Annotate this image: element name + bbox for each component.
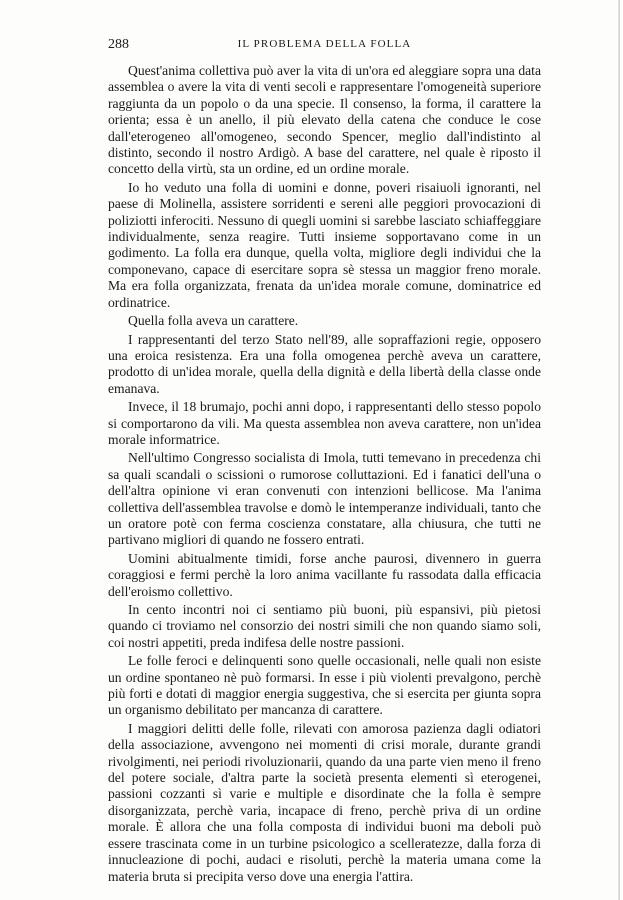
scan-edge bbox=[618, 0, 620, 900]
paragraph: Io ho veduto una folla di uomini e donne, poveri risaiuoli ignoranti, nel paese di Molinella, assistere sorridenti e sereni alle peggiori provocazioni di poliziotti inferociti. Nessuno di quegli uomini si sarebbe lasciato schiaffeggiare individualmente, senza reagire. Tutti insieme sopportavano come in un godimento. La folla era dunque, quella volta, migliore degli individui che la componevano, capace di esercitare sopra sè stessa un maggior freno morale. Ma era folla organizzata, frenata da un'idea morale comune, dominatrice ed ordinatrice. bbox=[108, 179, 541, 310]
paragraph: Invece, il 18 brumajo, pochi anni dopo, i rappresentanti dello stesso popolo si comportarono da vili. Ma questa assemblea non aveva carattere, non un'idea morale informatrice. bbox=[108, 399, 541, 447]
paragraph: Nell'ultimo Congresso socialista di Imola, tutti temevano in precedenza chi sa quali scandali o scissioni o rumorose colluttazioni. Ed i fanatici dell'una o dell'altra opinione vi eran convenuti con intenzioni bellicose. Ma l'anima collettiva dell'assemblea travolse e domò le intemperanze individuali, tanto che un oratore potè con ferma coscienza constatare, alla chiusura, che tutti ne partivano migliori di quando ne fossero entrati. bbox=[108, 450, 541, 548]
running-title: IL PROBLEMA DELLA FOLLA bbox=[237, 38, 412, 50]
paragraph: In cento incontri noi ci sentiamo più buoni, più espansivi, più pietosi quando ci troviamo nel consorzio dei nostri simili che non quando siamo soli, coi nostri appetiti, preda indifesa delle nostre passioni. bbox=[108, 602, 541, 650]
paragraph: Uomini abitualmente timidi, forse anche paurosi, divennero in guerra coraggiosi e fermi perchè la loro anima vacillante fu rassodata dalla efficacia dell'eroismo collettivo. bbox=[108, 550, 541, 599]
paragraph: Quest'anima collettiva può aver la vita di un'ora ed aleggiare sopra una data assemblea o avere la vita di venti secoli e rappresentare l'omogeneità superiore raggiunta da un popolo o da una specie. Il consenso, la forma, il carattere la orienta; essa è un anello, il più elevato della catena che conduce le cose dall'eterogeneo all'omogeneo, secondo Spencer, meglio dall'indistinto al distinto, secondo il nostro Ardigò. A base del carattere, nel quale è riposto il concetto della virtù, sta un ordine, ed un ordine morale. bbox=[108, 63, 541, 177]
page-number: 288 bbox=[108, 37, 129, 52]
paragraph: I rappresentanti del terzo Stato nell'89, alle sopraffazioni regie, opposero una eroica resistenza. Era una folla omogenea perchè aveva un carattere, prodotto di un'idea morale, quella della dignità e della libertà della classe onde emanava. bbox=[108, 331, 541, 396]
body-text bbox=[108, 63, 541, 887]
paragraph: Le folle feroci e delinquenti sono quelle occasionali, nelle quali non esiste un ordine spontaneo nè può formarsi. In esse i più violenti prevalgono, perchè più forti e dotati di maggior energia suggestiva, che si esercita per giunta sopra un organismo debilitato per mancanza di carattere. bbox=[108, 653, 541, 718]
paragraph: I maggiori delitti delle folle, rilevati con amorosa pazienza dagli odiatori della associazione, avvengono nei momenti di crisi morale, durante grandi rivolgimenti, nei periodi rivoluzionarii, quando da una parte vien meno il freno del potere sociale, d'altra parte la società presenta elementi sì eterogenei, passioni cozzanti sì varie e multiple e disordinate che la folla è sempre disorganizzata, perchè varia, incapace di freno, perchè priva di un ordine morale. È allora che una folla composta di individui buoni ma deboli può essere trascinata come in un turbine psicologico a scelleratezze, dalla forza di innucleazione di pochi, audaci e risoluti, perchè la materia umana come la materia bruta si precipita verso dove una energia l'attira. bbox=[108, 720, 541, 884]
paragraph: Quella folla aveva un carattere. bbox=[128, 313, 299, 329]
running-head bbox=[108, 37, 541, 57]
